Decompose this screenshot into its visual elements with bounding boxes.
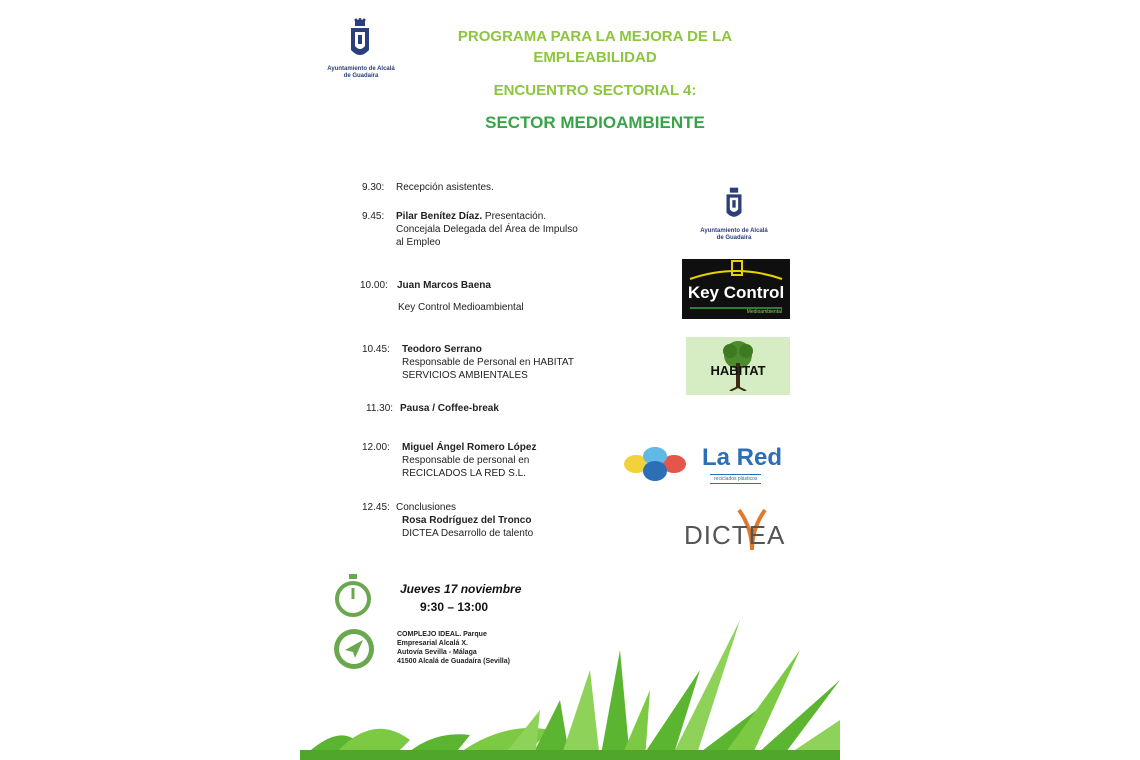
- encounter-subtitle: ENCUENTRO SECTORIAL 4:: [493, 82, 697, 99]
- program-title: PROGRAMA PARA LA MEJORA DE LA EMPLEABILIDAD: [457, 28, 733, 66]
- event-hours: 9:30 – 13:00: [420, 600, 489, 614]
- schedule-item: 10.00: Juan Marcos Baena Key Control Medioambiental: [360, 280, 524, 313]
- event-poster: Ayuntamiento de Alcalá de Guadaíra PROGRAMA PARA LA MEJORA DE LA EMPLEABILIDAD ENCUENTRO SECTORIAL 4: SECTOR MEDIOAMBIENTE 9.30: Recepción asistentes. 9.45: Pilar Benítez Díaz. Presentación. Concejala Delegada del Área de Impulso al Empleo 10.00: Juan Marcos Baena Key Control Medioambiental 10.45: Teodoro Serrano Responsable de Personal en HABITAT SERVICIOS AMBIENTALES 11.30: Pausa / Coffee-break 12.00: Miguel Ángel Romero López Responsable de personal en RECICLADOS LA RED S.L. 12.45: Conclusiones Rosa Rodríguez del Tronco DICTEA Desarrollo de talento Ayuntamiento de Alcalá de Guadaíra Key Control Medioambiental HABITAT La Red reciclados plásticos DICTEA Jueves 17 noviembre 9:30 – 13:00 COMPLEJO IDEAL. Parque Empresarial Alcalá X. Autovía Sevilla - Málaga 41500 Alcalá de Guadaíra (Sevilla): [300, 0, 840, 760]
- lared-logo: La Red reciclados plásticos: [622, 440, 822, 490]
- crest-caption: Ayuntamiento de Alcalá de Guadaíra: [700, 228, 768, 241]
- dictea-logo: DICTEA: [682, 506, 794, 556]
- keycontrol-logo: Key Control Medioambiental: [682, 259, 790, 319]
- event-address: COMPLEJO IDEAL. Parque Empresarial Alcalá X. Autovía Sevilla - Málaga 41500 Alcalá de Guadaíra (Sevilla): [397, 631, 510, 665]
- schedule-item: 12.45: Conclusiones Rosa Rodríguez del Tronco DICTEA Desarrollo de talento: [362, 502, 534, 539]
- schedule-item: 10.45: Teodoro Serrano Responsable de Personal en HABITAT SERVICIOS AMBIENTALES: [362, 344, 574, 381]
- crest-icon: [722, 186, 746, 226]
- schedule-item: 9.45: Pilar Benítez Díaz. Presentación. Concejala Delegada del Área de Impulso al Empleo: [362, 211, 578, 248]
- sector-title: SECTOR MEDIOAMBIENTE: [485, 113, 705, 132]
- event-date: Jueves 17 noviembre: [400, 582, 522, 596]
- grass-decoration: [300, 610, 840, 760]
- schedule-item: 12.00: Miguel Ángel Romero López Responsable de personal en RECICLADOS LA RED S.L.: [362, 442, 537, 479]
- crest-caption: Ayuntamiento de Alcalá de Guadaíra: [327, 66, 395, 79]
- crest-icon: [346, 18, 374, 66]
- habitat-logo: HABITAT: [686, 337, 790, 395]
